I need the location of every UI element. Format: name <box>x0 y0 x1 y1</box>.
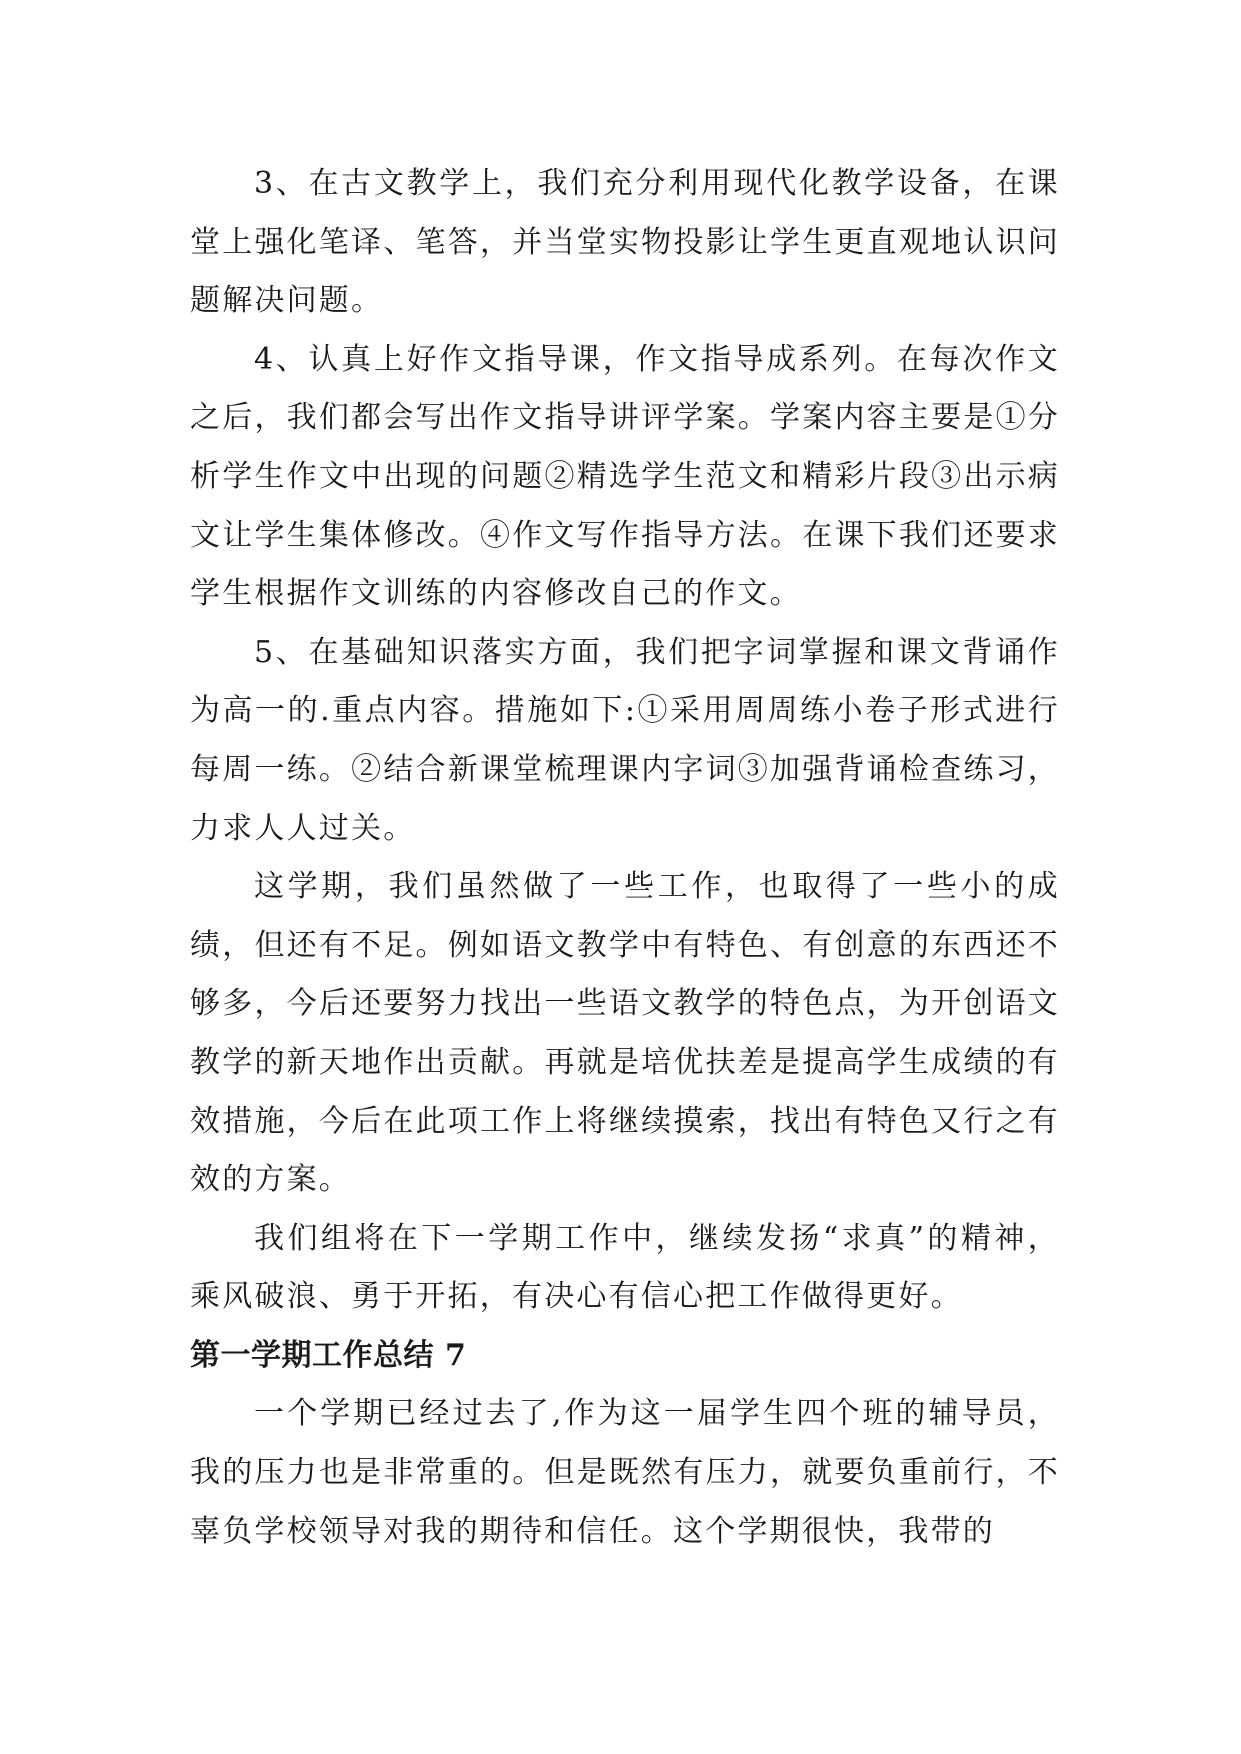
paragraph-basic-knowledge: 5、在基础知识落实方面，我们把字词掌握和课文背诵作为高一的.重点内容。措施如下:①采用周周练小卷子形式进行每周一练。②结合新课堂梳理课内字词③加强背诵检查练习，力求人人过关。 <box>190 634 1060 846</box>
paragraph-composition-guidance: 4、认真上好作文指导课，作文指导成系列。在每次作文之后，我们都会写出作文指导讲评学案。学案内容主要是①分析学生作文中出现的问题②精选学生范文和精彩片段③出示病文让学生集体修改。④作文写作指导方法。在课下我们还要求学生根据作文训练的内容修改自己的作文。 <box>190 341 1060 612</box>
paragraph-next-semester: 我们组将在下一学期工作中，继续发扬“求真”的精神，乘风破浪、勇于开拓，有决心有信心把工作做得更好。 <box>190 1220 1060 1315</box>
paragraph-shortcomings: 这学期，我们虽然做了一些工作，也取得了一些小的成绩，但还有不足。例如语文教学中有特色、有创意的东西还不够多，今后还要努力找出一些语文教学的特色点，为开创语文教学的新天地作出贡献。再就是培优扶差是提高学生成绩的有效措施，今后在此项工作上将继续摸索，找出有特色又行之有效的方案。 <box>190 869 1060 1198</box>
paragraph-ancient-text-teaching: 3、在古文教学上，我们充分利用现代化教学设备，在课堂上强化笔译、笔答，并当堂实物投影让学生更直观地认识问题解决问题。 <box>190 166 1060 319</box>
paragraph-counselor-intro: 一个学期已经过去了,作为这一届学生四个班的辅导员，我的压力也是非常重的。但是既然有压力，就要负重前行，不辜负学校领导对我的期待和信任。这个学期很快，我带的 <box>190 1396 1060 1549</box>
document-page <box>190 155 1060 1561</box>
section-heading: 第一学期工作总结 7 <box>190 1337 467 1373</box>
